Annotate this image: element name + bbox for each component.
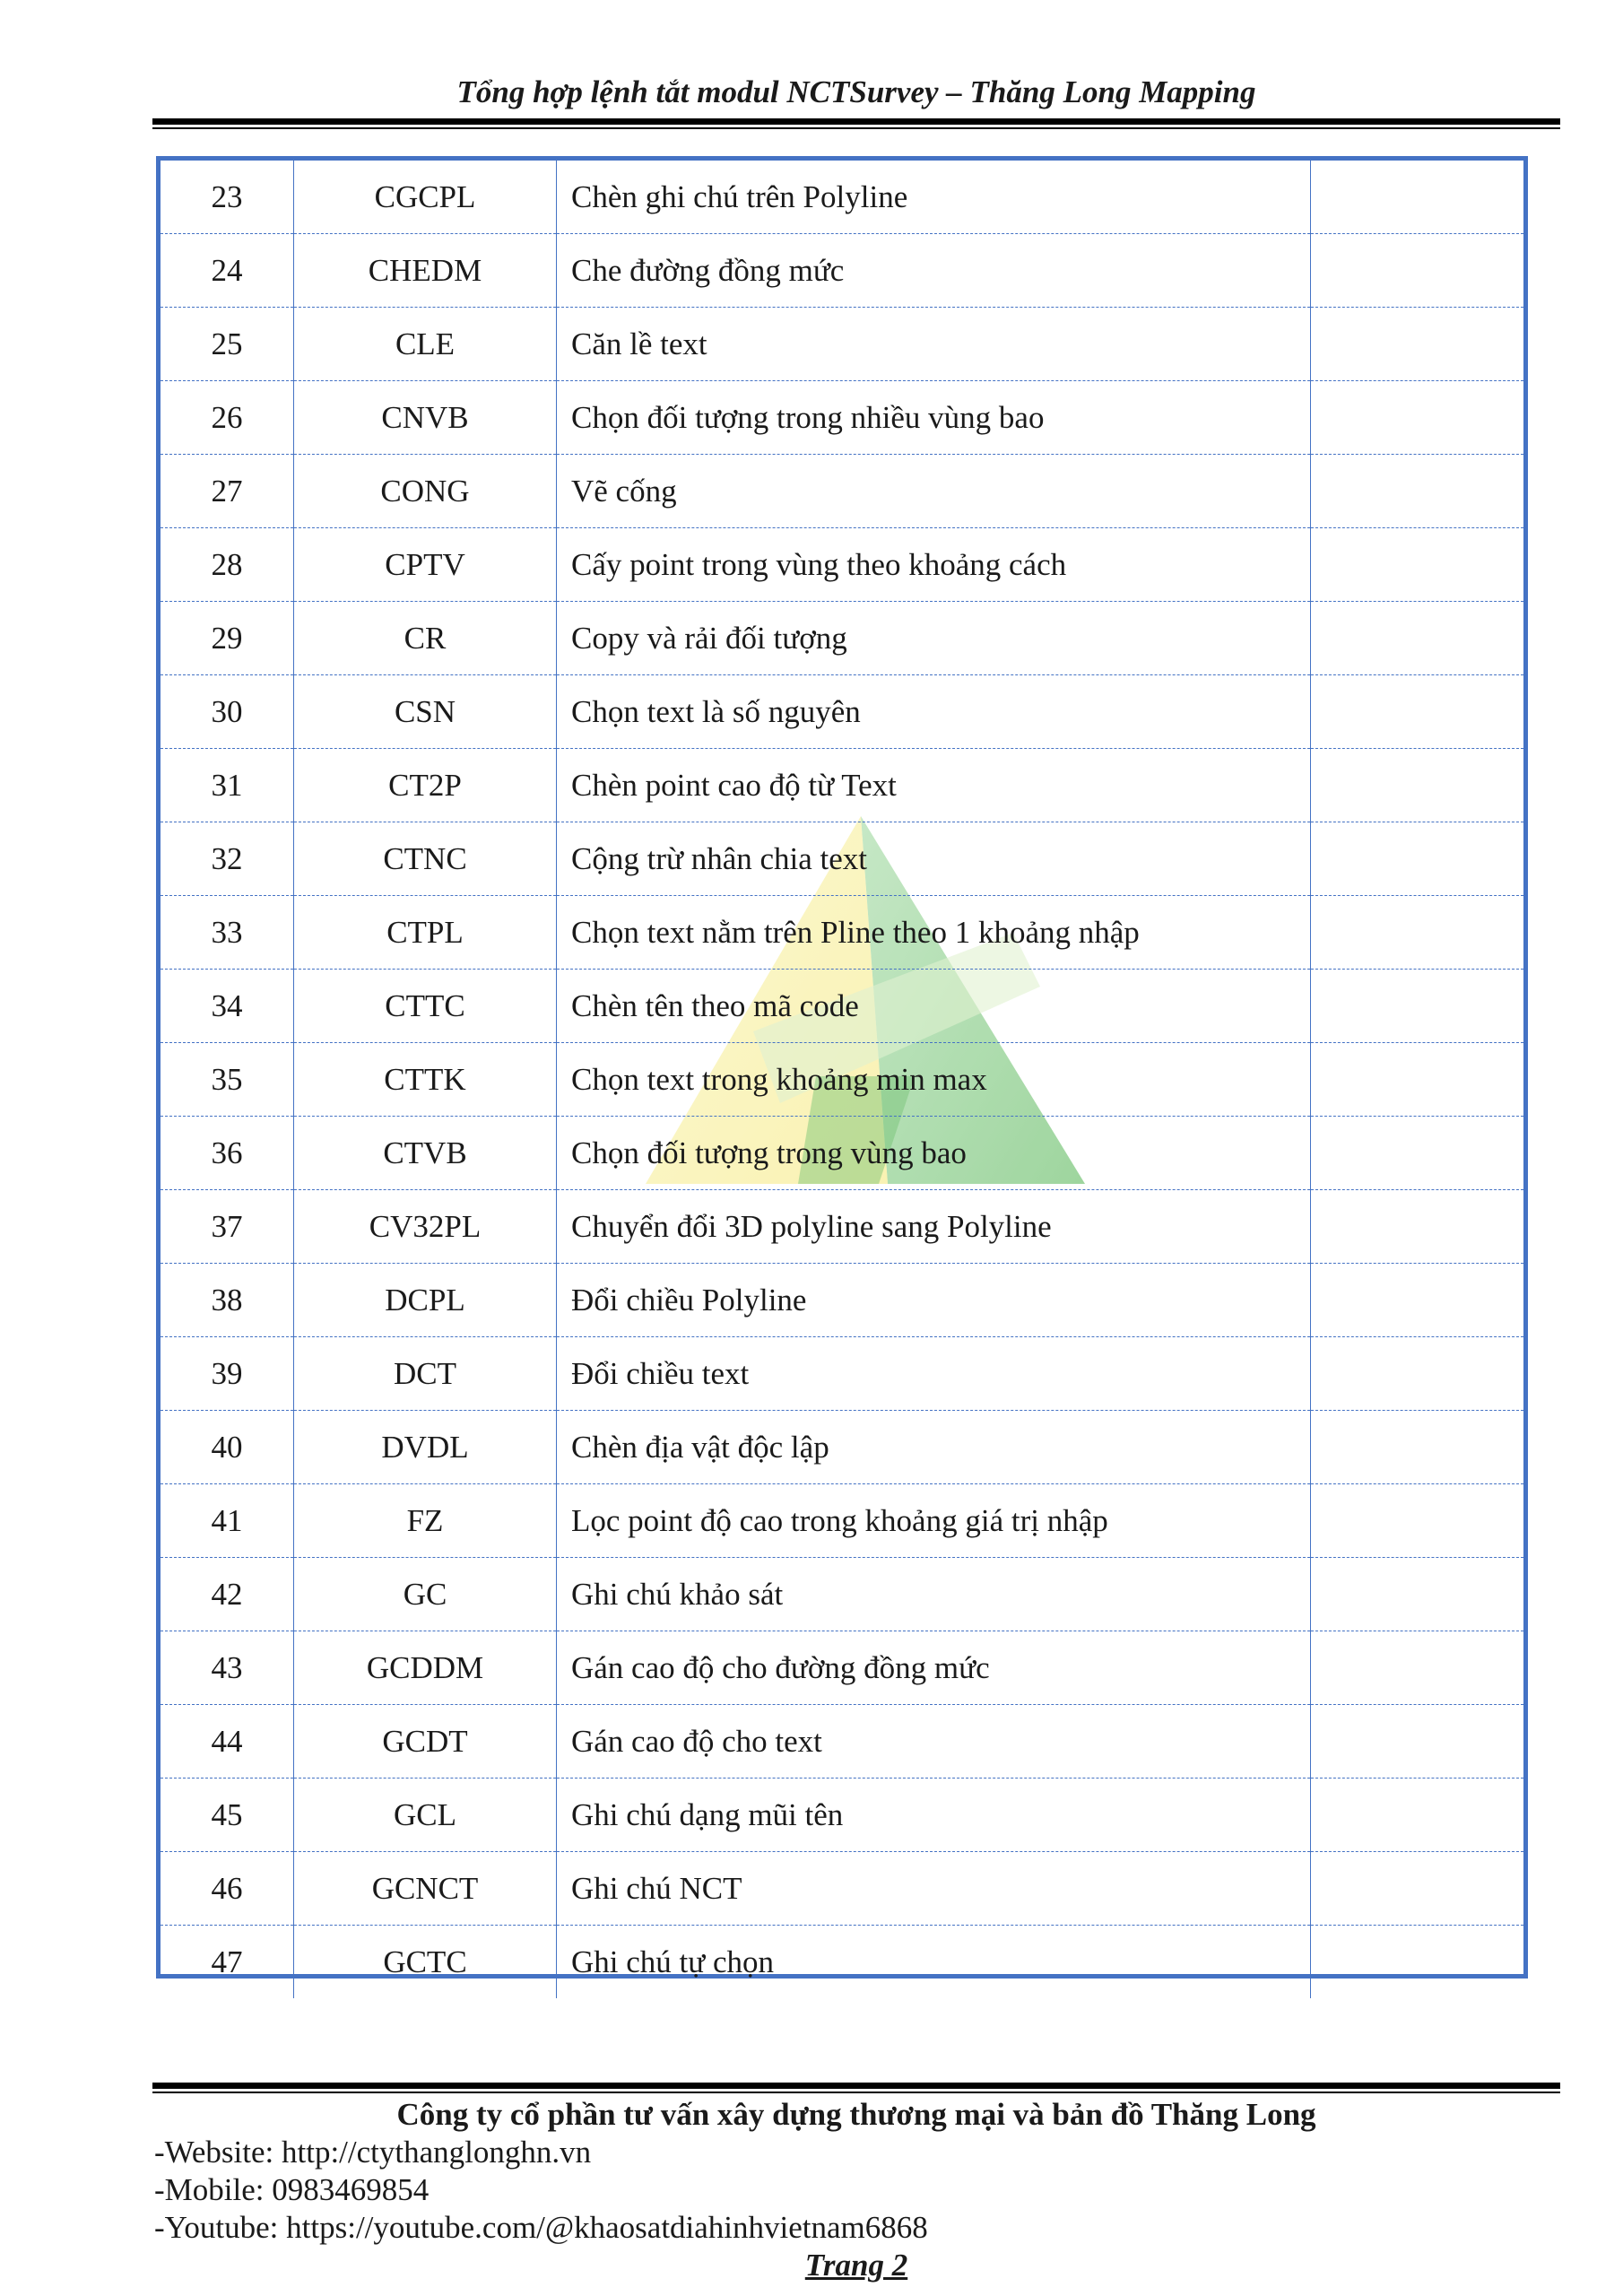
table-row	[161, 1852, 1523, 1926]
note-cell	[1311, 1631, 1524, 1705]
command-description-cell: Đổi chiều Polyline	[557, 1264, 1311, 1337]
command-description-cell: Chèn ghi chú trên Polyline	[557, 161, 1311, 234]
command-code-cell: CTTK	[294, 1043, 557, 1117]
command-code-cell: GC	[294, 1558, 557, 1631]
row-number-cell: 41	[161, 1484, 294, 1558]
command-code-cell: FZ	[294, 1484, 557, 1558]
command-description-cell: Vẽ cống	[557, 455, 1311, 528]
command-description-cell: Che đường đồng mức	[557, 234, 1311, 308]
row-number-cell: 44	[161, 1705, 294, 1779]
command-code-cell: GCDDM	[294, 1631, 557, 1705]
row-number-cell: 37	[161, 1190, 294, 1264]
row-number-cell: 29	[161, 602, 294, 675]
row-number-cell: 33	[161, 896, 294, 970]
note-cell	[1311, 1484, 1524, 1558]
note-cell	[1311, 1852, 1524, 1926]
table-row	[161, 1779, 1523, 1852]
row-number-cell: 26	[161, 381, 294, 455]
command-description-cell: Chuyển đổi 3D polyline sang Polyline	[557, 1190, 1311, 1264]
table-row	[161, 1631, 1523, 1705]
row-number-cell: 28	[161, 528, 294, 602]
command-code-cell: GCL	[294, 1779, 557, 1852]
command-description-cell: Cấy point trong vùng theo khoảng cách	[557, 528, 1311, 602]
note-cell	[1311, 381, 1524, 455]
row-number-cell: 39	[161, 1337, 294, 1411]
command-code-cell: CPTV	[294, 528, 557, 602]
note-cell	[1311, 675, 1524, 749]
row-number-cell: 36	[161, 1117, 294, 1190]
table-row	[161, 1558, 1523, 1631]
header-rule-thin	[152, 127, 1560, 129]
command-description-cell: Chọn text là số nguyên	[557, 675, 1311, 749]
row-number-cell: 42	[161, 1558, 294, 1631]
command-code-cell: CTTC	[294, 970, 557, 1043]
note-cell	[1311, 896, 1524, 970]
command-description-cell: Gán cao độ cho đường đồng mức	[557, 1631, 1311, 1705]
note-cell	[1311, 1337, 1524, 1411]
table-row	[161, 528, 1523, 602]
command-description-cell: Chọn text trong khoảng min max	[557, 1043, 1311, 1117]
command-description-cell: Gán cao độ cho text	[557, 1705, 1311, 1779]
command-description-cell: Ghi chú khảo sát	[557, 1558, 1311, 1631]
command-description-cell: Chọn đối tượng trong vùng bao	[557, 1117, 1311, 1190]
command-description-cell: Chèn point cao độ từ Text	[557, 749, 1311, 822]
command-description-cell: Lọc point độ cao trong khoảng giá trị nhập	[557, 1484, 1311, 1558]
table-row	[161, 1705, 1523, 1779]
note-cell	[1311, 1411, 1524, 1484]
page-header-title: Tổng hợp lệnh tắt modul NCTSurvey – Thăng Long Mapping	[456, 74, 1256, 109]
table-row	[161, 1190, 1523, 1264]
command-code-cell: CGCPL	[294, 161, 557, 234]
command-code-cell: DVDL	[294, 1411, 557, 1484]
command-code-cell: CTNC	[294, 822, 557, 896]
command-table-frame	[156, 156, 1528, 1979]
table-row	[161, 749, 1523, 822]
table-row	[161, 1484, 1523, 1558]
row-number-cell: 27	[161, 455, 294, 528]
table-row	[161, 896, 1523, 970]
company-name: Công ty cổ phần tư vấn xây dựng thương mại và bản đồ Thăng Long	[396, 2097, 1316, 2132]
row-number-cell: 34	[161, 970, 294, 1043]
note-cell	[1311, 234, 1524, 308]
command-code-cell: CT2P	[294, 749, 557, 822]
note-cell	[1311, 1264, 1524, 1337]
command-code-cell: CNVB	[294, 381, 557, 455]
mobile-line: -Mobile: 0983469854	[154, 2172, 430, 2207]
row-number-cell: 35	[161, 1043, 294, 1117]
row-number-cell: 38	[161, 1264, 294, 1337]
row-number-cell: 24	[161, 234, 294, 308]
command-code-cell: CR	[294, 602, 557, 675]
table-row	[161, 602, 1523, 675]
row-number-cell: 43	[161, 1631, 294, 1705]
table-row	[161, 308, 1523, 381]
command-code-cell: GCTC	[294, 1926, 557, 1999]
table-row	[161, 970, 1523, 1043]
row-number-cell: 45	[161, 1779, 294, 1852]
command-code-cell: CONG	[294, 455, 557, 528]
table-row	[161, 1264, 1523, 1337]
table-row	[161, 1411, 1523, 1484]
row-number-cell: 23	[211, 178, 243, 214]
note-cell	[1311, 822, 1524, 896]
row-number-cell: 40	[161, 1411, 294, 1484]
command-description-cell: Cộng trừ nhân chia text	[557, 822, 1311, 896]
command-description-cell: Copy và rải đối tượng	[557, 602, 1311, 675]
row-number-cell: 46	[161, 1852, 294, 1926]
command-code-cell: GCNCT	[294, 1852, 557, 1926]
command-description-cell: Chèn tên theo mã code	[557, 970, 1311, 1043]
command-description-cell: Chọn đối tượng trong nhiều vùng bao	[557, 381, 1311, 455]
table-row	[161, 381, 1523, 455]
command-table	[161, 161, 1523, 1998]
note-cell	[1311, 1117, 1524, 1190]
command-code-cell: CV32PL	[294, 1190, 557, 1264]
note-cell	[1311, 528, 1524, 602]
note-cell	[1311, 970, 1524, 1043]
table-row	[161, 1337, 1523, 1411]
note-cell	[1311, 161, 1524, 234]
row-number-cell: 47	[161, 1926, 294, 1999]
command-description-cell: Đổi chiều text	[557, 1337, 1311, 1411]
table-row	[161, 455, 1523, 528]
note-cell	[1311, 1043, 1524, 1117]
table-row	[161, 1117, 1523, 1190]
table-row	[161, 1926, 1523, 1999]
note-cell	[1311, 1558, 1524, 1631]
command-description-cell: Căn lề text	[557, 308, 1311, 381]
row-number-cell: 32	[161, 822, 294, 896]
command-description-cell: Ghi chú NCT	[557, 1852, 1311, 1926]
command-code-cell: DCPL	[294, 1264, 557, 1337]
note-cell	[1311, 1705, 1524, 1779]
row-number-cell: 30	[161, 675, 294, 749]
footer-rule-thin	[152, 2092, 1560, 2093]
note-cell	[1311, 1926, 1524, 1999]
command-code-cell: CLE	[294, 308, 557, 381]
footer-rule	[152, 2083, 1560, 2089]
command-code-cell: CTVB	[294, 1117, 557, 1190]
command-code-cell: DCT	[294, 1337, 557, 1411]
command-code-cell: CSN	[294, 675, 557, 749]
row-number-cell: 31	[161, 749, 294, 822]
header-rule	[152, 118, 1560, 125]
command-code-cell: GCDT	[294, 1705, 557, 1779]
youtube-line: -Youtube: https://youtube.com/@khaosatdiahinhvietnam6868	[154, 2210, 928, 2245]
note-cell	[1311, 308, 1524, 381]
table-row	[161, 161, 1523, 234]
note-cell	[1311, 602, 1524, 675]
website-line: -Website: http://ctythanglonghn.vn	[154, 2135, 592, 2170]
note-cell	[1311, 749, 1524, 822]
note-cell	[1311, 1190, 1524, 1264]
command-description-cell: Chèn địa vật độc lập	[557, 1411, 1311, 1484]
command-description-cell: Ghi chú dạng mũi tên	[557, 1779, 1311, 1852]
page-number: Trang 2	[804, 2248, 908, 2283]
command-code-cell: CTPL	[294, 896, 557, 970]
table-row	[161, 822, 1523, 896]
command-description-cell: Ghi chú tự chọn	[557, 1926, 1311, 1999]
row-number-cell: 25	[161, 308, 294, 381]
table-row	[161, 1043, 1523, 1117]
note-cell	[1311, 1779, 1524, 1852]
table-row	[161, 234, 1523, 308]
table-row	[161, 675, 1523, 749]
command-code-cell: CHEDM	[294, 234, 557, 308]
note-cell	[1311, 455, 1524, 528]
command-description-cell: Chọn text nằm trên Pline theo 1 khoảng nhập	[557, 896, 1311, 970]
